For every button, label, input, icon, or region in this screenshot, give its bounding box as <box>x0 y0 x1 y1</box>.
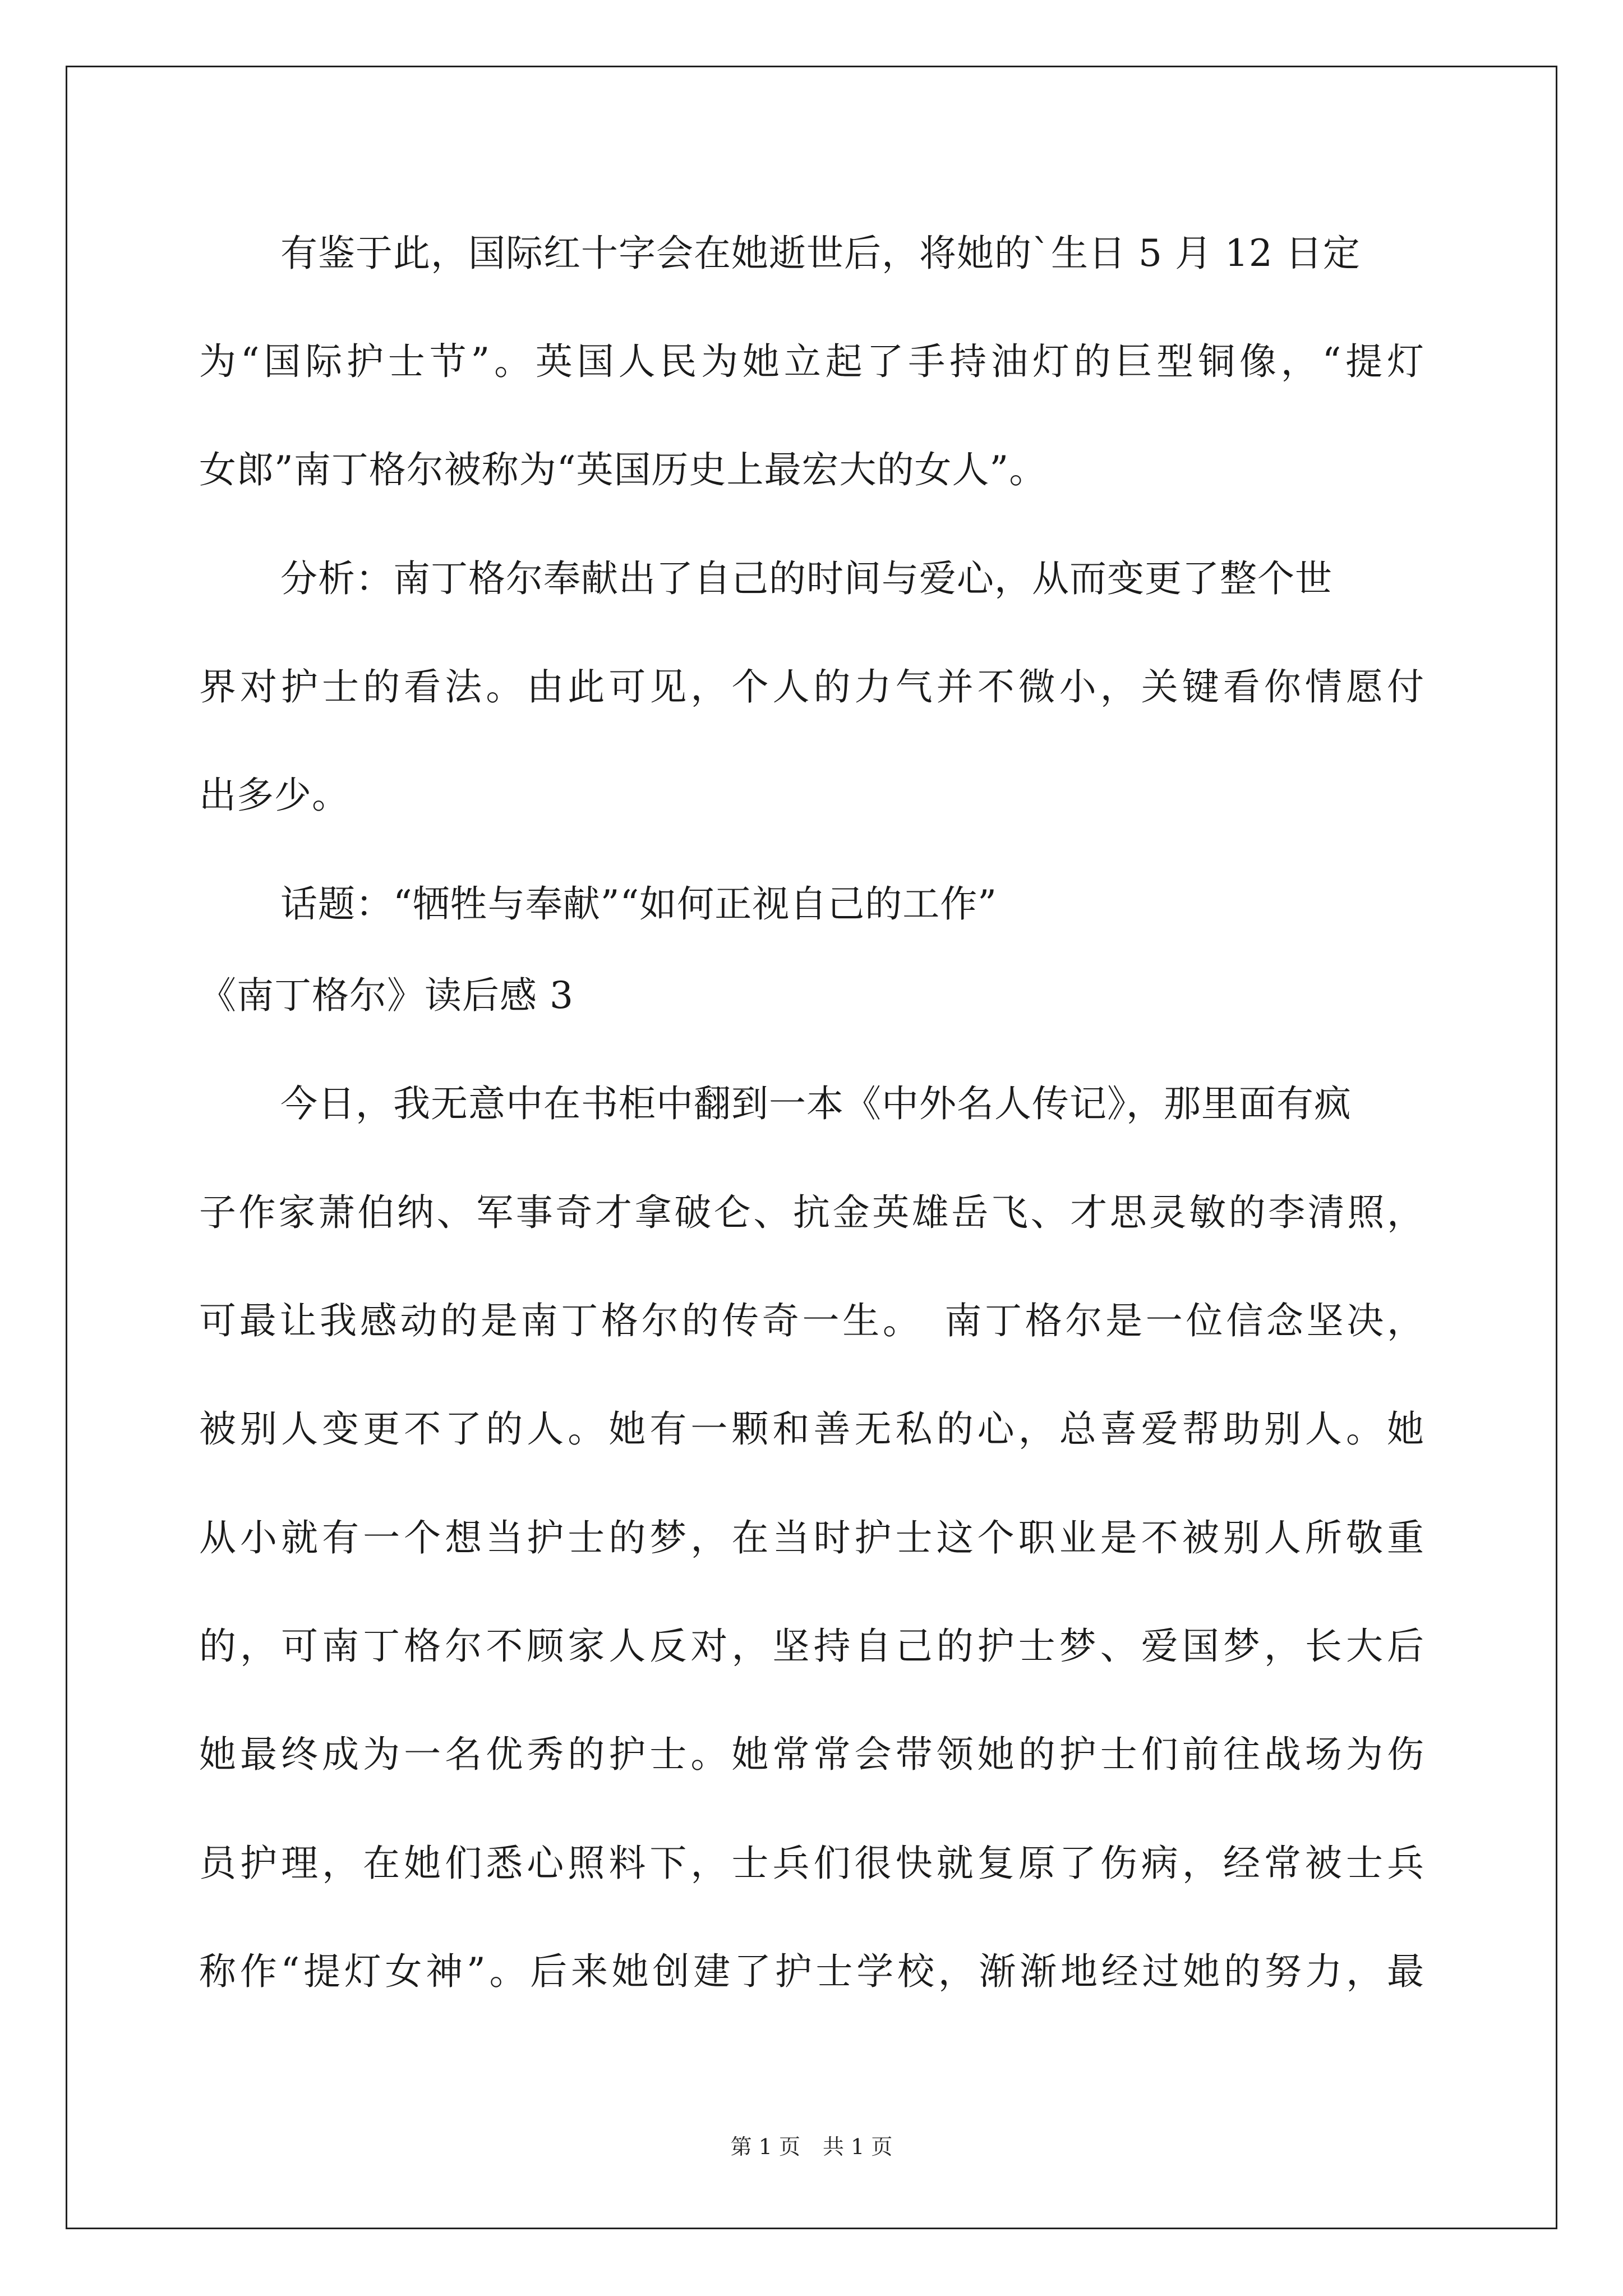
page-footer <box>0 2133 1623 2161</box>
paragraph-line: 可最让我感动的是南丁格尔的传奇一生。 南丁格尔是一位信念坚决， <box>199 1299 1424 1342</box>
page-number-total: 共 1 页 <box>823 2134 893 2159</box>
paragraph-line: 女郎”南丁格尔被称为“英国历史上最宏大的女人”。 <box>199 448 1047 491</box>
paragraph-line: 她最终成为一名优秀的护士。她常常会带领她的护士们前往战场为伤 <box>199 1733 1424 1776</box>
paragraph-line: 子作家萧伯纳、军事奇才拿破仑、抗金英雄岳飞、才思灵敏的李清照， <box>199 1191 1424 1234</box>
paragraph-line: 从小就有一个想当护士的梦，在当时护士这个职业是不被别人所敬重 <box>199 1516 1424 1559</box>
paragraph-line: 今日，我无意中在书柜中翻到一本《中外名人传记》，那里面有疯 <box>280 1082 1352 1125</box>
paragraph-line: 出多少。 <box>199 774 349 817</box>
section-heading: 《南丁格尔》读后感 3 <box>199 974 574 1017</box>
paragraph-line: 称作“提灯女神”。后来她创建了护士学校，渐渐地经过她的努力，最 <box>199 1950 1424 1993</box>
paragraph-line: 话题：“牺牲与奉献”“如何正视自己的工作” <box>280 882 997 926</box>
paragraph-line: 为“国际护士节”。英国人民为她立起了手持油灯的巨型铜像，“提灯 <box>199 340 1424 383</box>
page-number-current: 第 1 页 <box>730 2134 800 2159</box>
paragraph-line: 被别人变更不了的人。她有一颗和善无私的心，总喜爱帮助别人。她 <box>199 1407 1424 1451</box>
paragraph-line: 的，可南丁格尔不顾家人反对，坚持自己的护士梦、爱国梦，长大后 <box>199 1625 1424 1668</box>
paragraph-line: 员护理，在她们悉心照料下，士兵们很快就复原了伤病，经常被士兵 <box>199 1842 1424 1885</box>
paragraph-line: 分析：南丁格尔奉献出了自己的时间与爱心，从而变更了整个世 <box>280 557 1332 600</box>
paragraph-line: 有鉴于此，国际红十字会在她逝世后，将她的`生日 5 月 12 日定 <box>280 232 1361 275</box>
page-border <box>66 66 1557 2229</box>
paragraph-line: 界对护士的看法。由此可见，个人的力气并不微小，关键看你情愿付 <box>199 665 1424 708</box>
